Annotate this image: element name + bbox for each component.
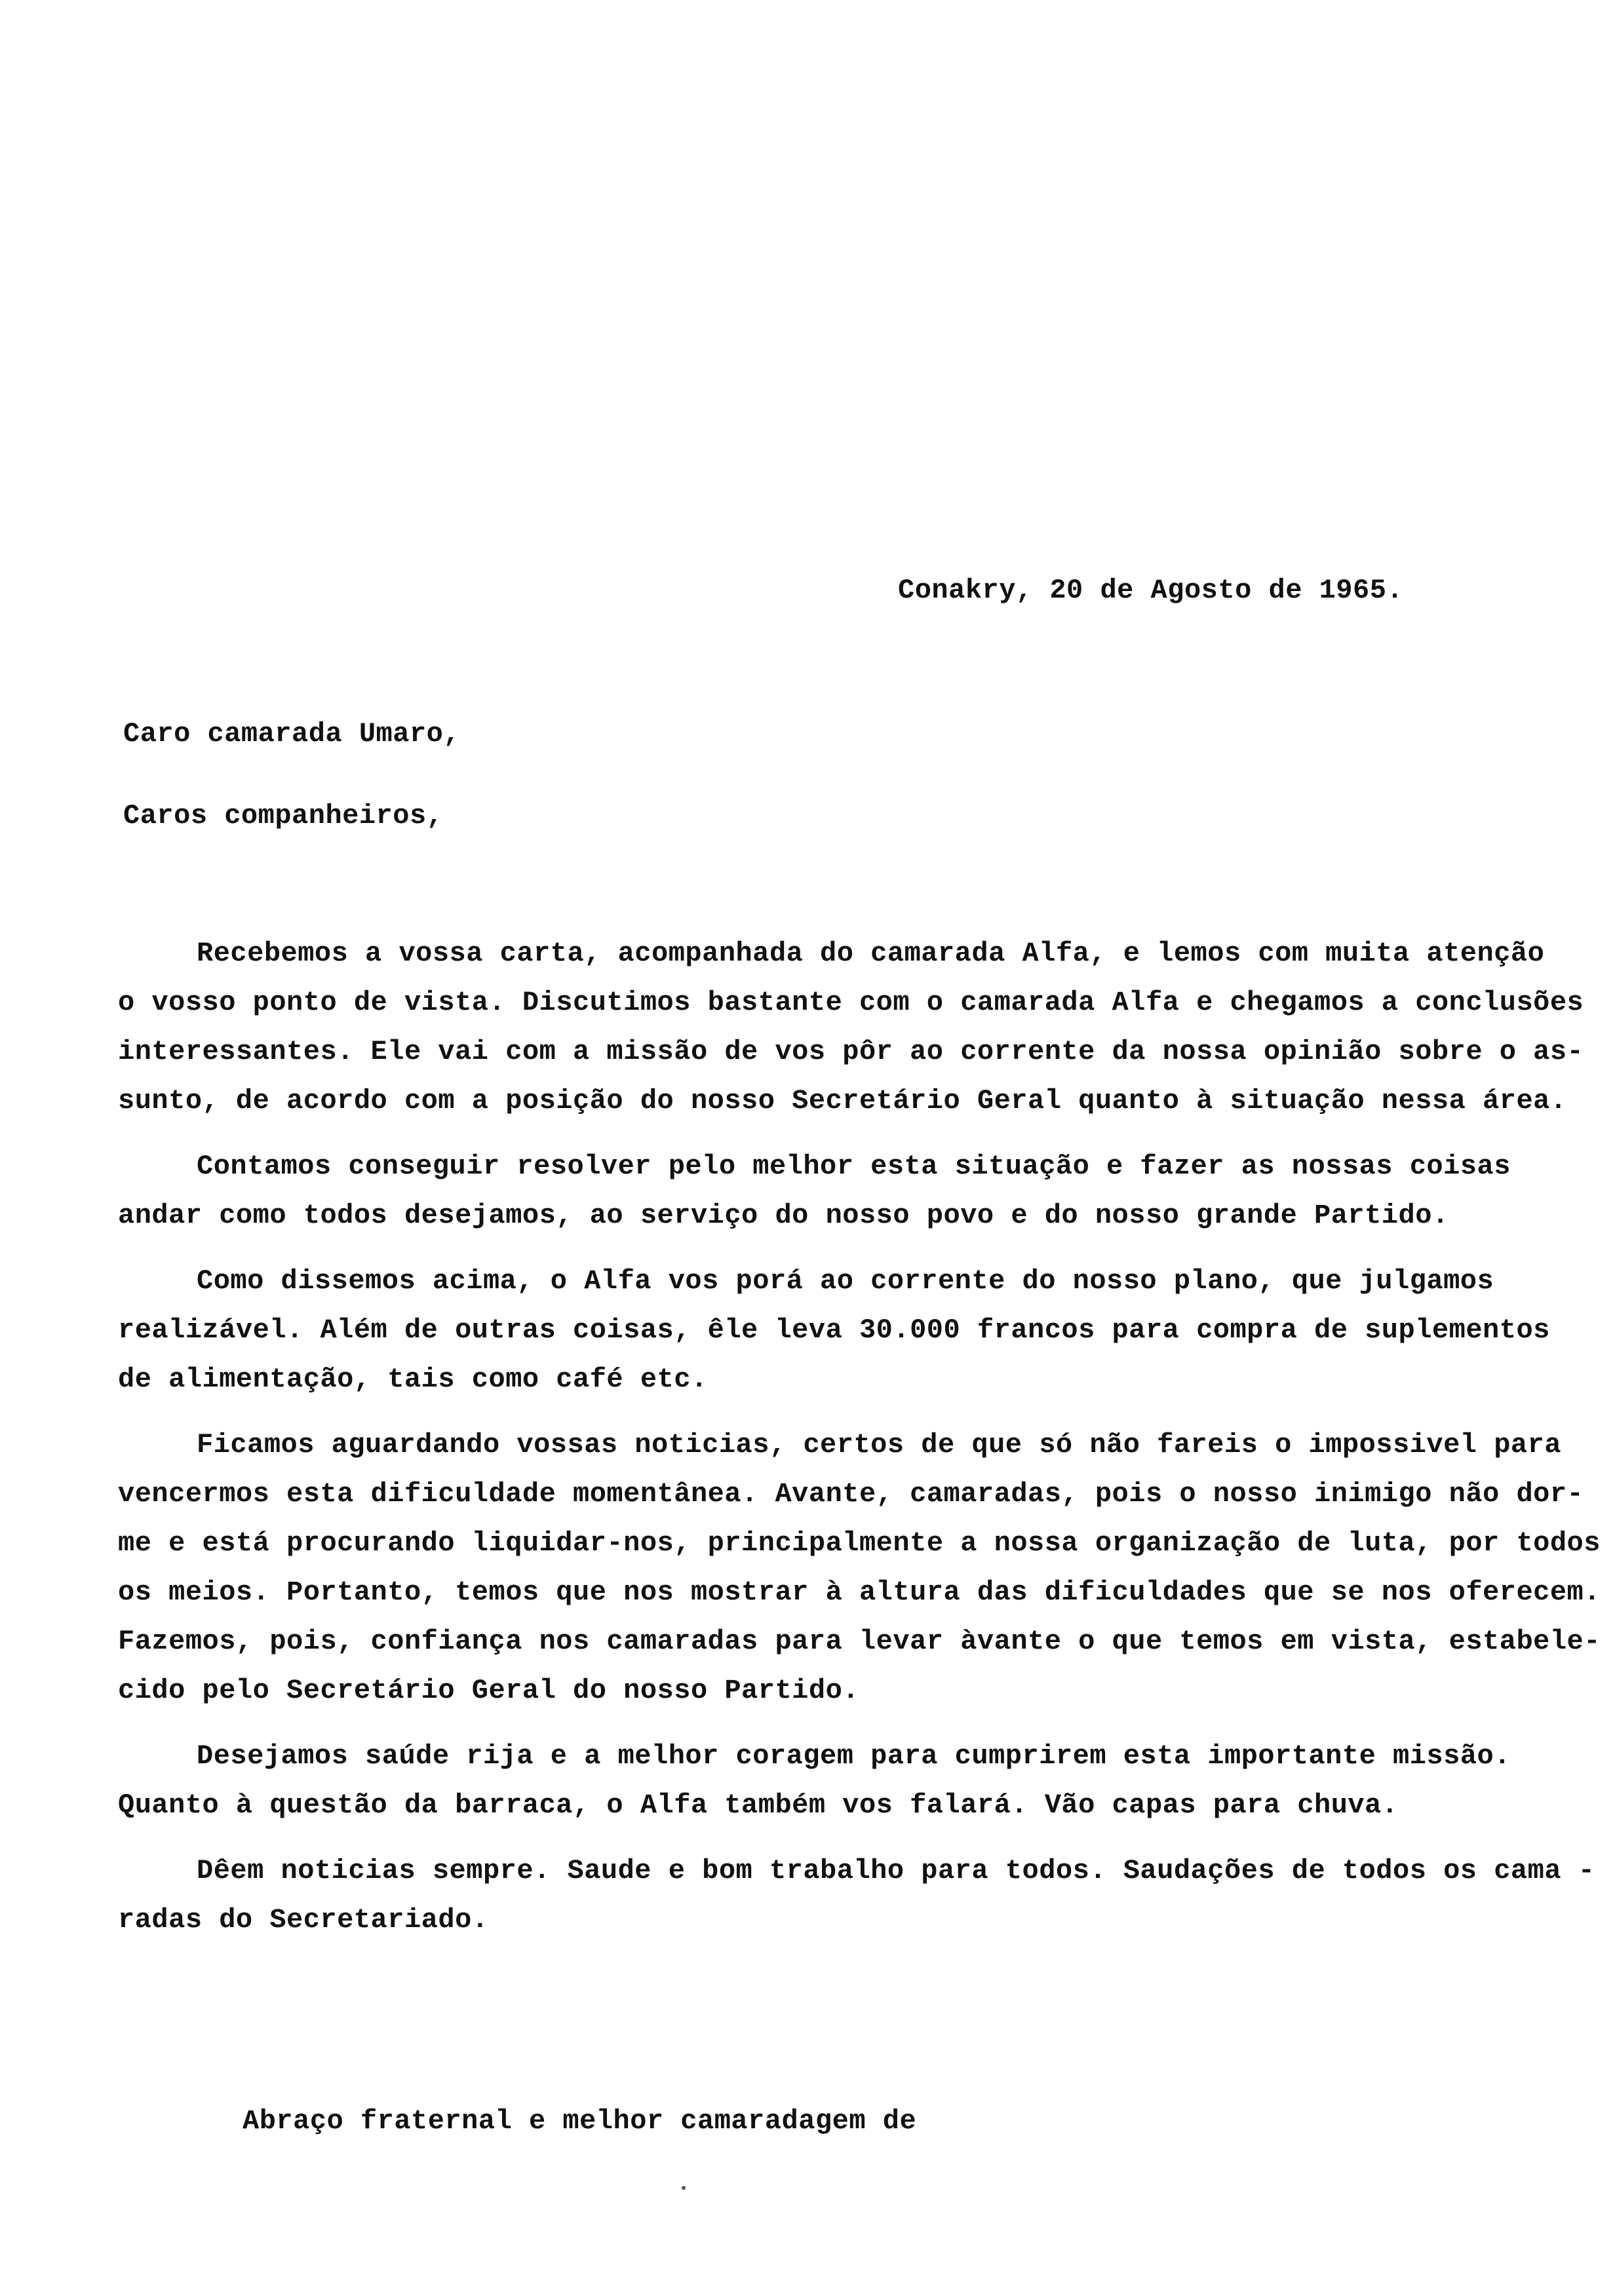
paragraph-3-line-3: de alimentação, tais como café etc. bbox=[118, 1364, 708, 1395]
paragraph-5-line-2: Quanto à questão da barraca, o Alfa também vos falará. Vão capas para chuva. bbox=[118, 1789, 1399, 1821]
salutation-companheiros: Caros companheiros, bbox=[123, 800, 444, 832]
paragraph-1-line-4: sunto, de acordo com a posição do nosso Secretário Geral quanto à situação nessa área. bbox=[118, 1085, 1567, 1117]
salutation-umaro: Caro camarada Umaro, bbox=[123, 718, 461, 750]
closing-line-text: Abraço fraternal e melhor camaradagem de bbox=[243, 2105, 917, 2137]
paragraph-2-line-2: andar como todos desejamos, ao serviço do nosso povo e do nosso grande Partido. bbox=[118, 1200, 1449, 1231]
paragraph-5-line-1: Desejamos saúde rija e a melhor coragem para cumprirem esta importante missão. bbox=[197, 1740, 1511, 1772]
paragraph-2-line-1: Contamos conseguir resolver pelo melhor esta situação e fazer as nossas coisas bbox=[197, 1151, 1511, 1182]
date-line: Conakry, 20 de Agosto de 1965. bbox=[898, 575, 1404, 606]
paragraph-4-line-1: Ficamos aguardando vossas noticias, certos de que só não fareis o impossivel para bbox=[197, 1429, 1562, 1461]
paragraph-4-line-6: cido pelo Secretário Geral do nosso Partido. bbox=[118, 1675, 859, 1706]
paragraph-6-line-1: Dêem noticias sempre. Saude e bom trabalho para todos. Saudações de todos os cama - bbox=[197, 1855, 1595, 1886]
paragraph-4-line-5: Fazemos, pois, confiança nos camaradas para levar àvante o que temos em vista, estabele- bbox=[118, 1626, 1601, 1657]
scan-speck bbox=[682, 2186, 686, 2190]
paragraph-4-line-2: vencermos esta dificuldade momentânea. Avante, camaradas, pois o nosso inimigo não dor- bbox=[118, 1478, 1584, 1510]
paragraph-4-line-4: os meios. Portanto, temos que nos mostrar à altura das dificuldades que se nos oferecem. bbox=[118, 1577, 1601, 1608]
paragraph-1-line-2: o vosso ponto de vista. Discutimos bastante com o camarada Alfa e chegamos a conclusões bbox=[118, 987, 1584, 1018]
paragraph-6-line-2: radas do Secretariado. bbox=[118, 1904, 489, 1936]
paragraph-3-line-2: realizável. Além de outras coisas, êle leva 30.000 francos para compra de suplementos bbox=[118, 1314, 1550, 1346]
closing-line-cut bbox=[243, 2105, 917, 2147]
paragraph-1-line-1: Recebemos a vossa carta, acompanhada do camarada Alfa, e lemos com muita atenção bbox=[197, 938, 1545, 969]
paragraph-4-line-3: me e está procurando liquidar-nos, principalmente a nossa organização de luta, por todos bbox=[118, 1527, 1601, 1559]
paragraph-1-line-3: interessantes. Ele vai com a missão de vos pôr ao corrente da nossa opinião sobre o as- bbox=[118, 1036, 1584, 1067]
paragraph-3-line-1: Como dissemos acima, o Alfa vos porá ao corrente do nosso plano, que julgamos bbox=[197, 1265, 1494, 1297]
